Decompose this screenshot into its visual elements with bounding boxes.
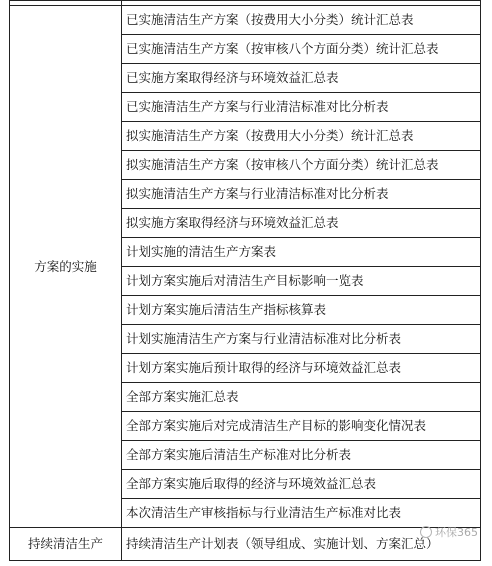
item-cell: 已实施清洁生产方案（按费用大小分类）统计汇总表 [122,6,481,35]
table-row [10,528,481,561]
item-cell: 计划方案实施后对清洁生产目标影响一览表 [122,267,481,296]
watermark [420,524,478,540]
category-cell: 持续清洁生产 [10,528,122,561]
table-row [10,6,481,35]
item-cell: 拟实施清洁生产方案（按审核八个方面分类）统计汇总表 [122,151,481,180]
table-body [10,1,481,561]
item-cell: 全部方案实施后取得的经济与环境效益汇总表 [122,470,481,499]
watermark-text: 环保365 [435,526,478,539]
item-cell: 拟实施清洁生产方案与行业清洁标准对比分析表 [122,180,481,209]
appendix-table [9,0,481,561]
item-cell: 持续清洁生产计划表（领导组成、实施计划、方案汇总） [122,528,481,561]
item-cell: 已实施方案取得经济与环境效益汇总表 [122,64,481,93]
item-cell: 拟实施方案取得经济与环境效益汇总表 [122,209,481,238]
item-cell: 计划实施清洁生产方案与行业清洁标准对比分析表 [122,325,481,354]
watermark-logo-icon [420,526,432,538]
item-cell: 拟实施清洁生产方案（按费用大小分类）统计汇总表 [122,122,481,151]
item-cell: 全部方案实施后清洁生产标准对比分析表 [122,441,481,470]
item-cell: 计划实施的清洁生产方案表 [122,238,481,267]
item-cell: 已实施清洁生产方案（按审核八个方面分类）统计汇总表 [122,35,481,64]
item-cell: 本次清洁生产审核指标与行业清洁生产标准对比表 [122,499,481,528]
item-cell: 全部方案实施汇总表 [122,383,481,412]
item-cell: 全部方案实施后对完成清洁生产目标的影响变化情况表 [122,412,481,441]
category-cell: 方案的实施 [10,6,122,528]
item-cell: 计划方案实施后清洁生产指标核算表 [122,296,481,325]
item-cell: 计划方案实施后预计取得的经济与环境效益汇总表 [122,354,481,383]
item-cell: 已实施清洁生产方案与行业清洁标准对比分析表 [122,93,481,122]
